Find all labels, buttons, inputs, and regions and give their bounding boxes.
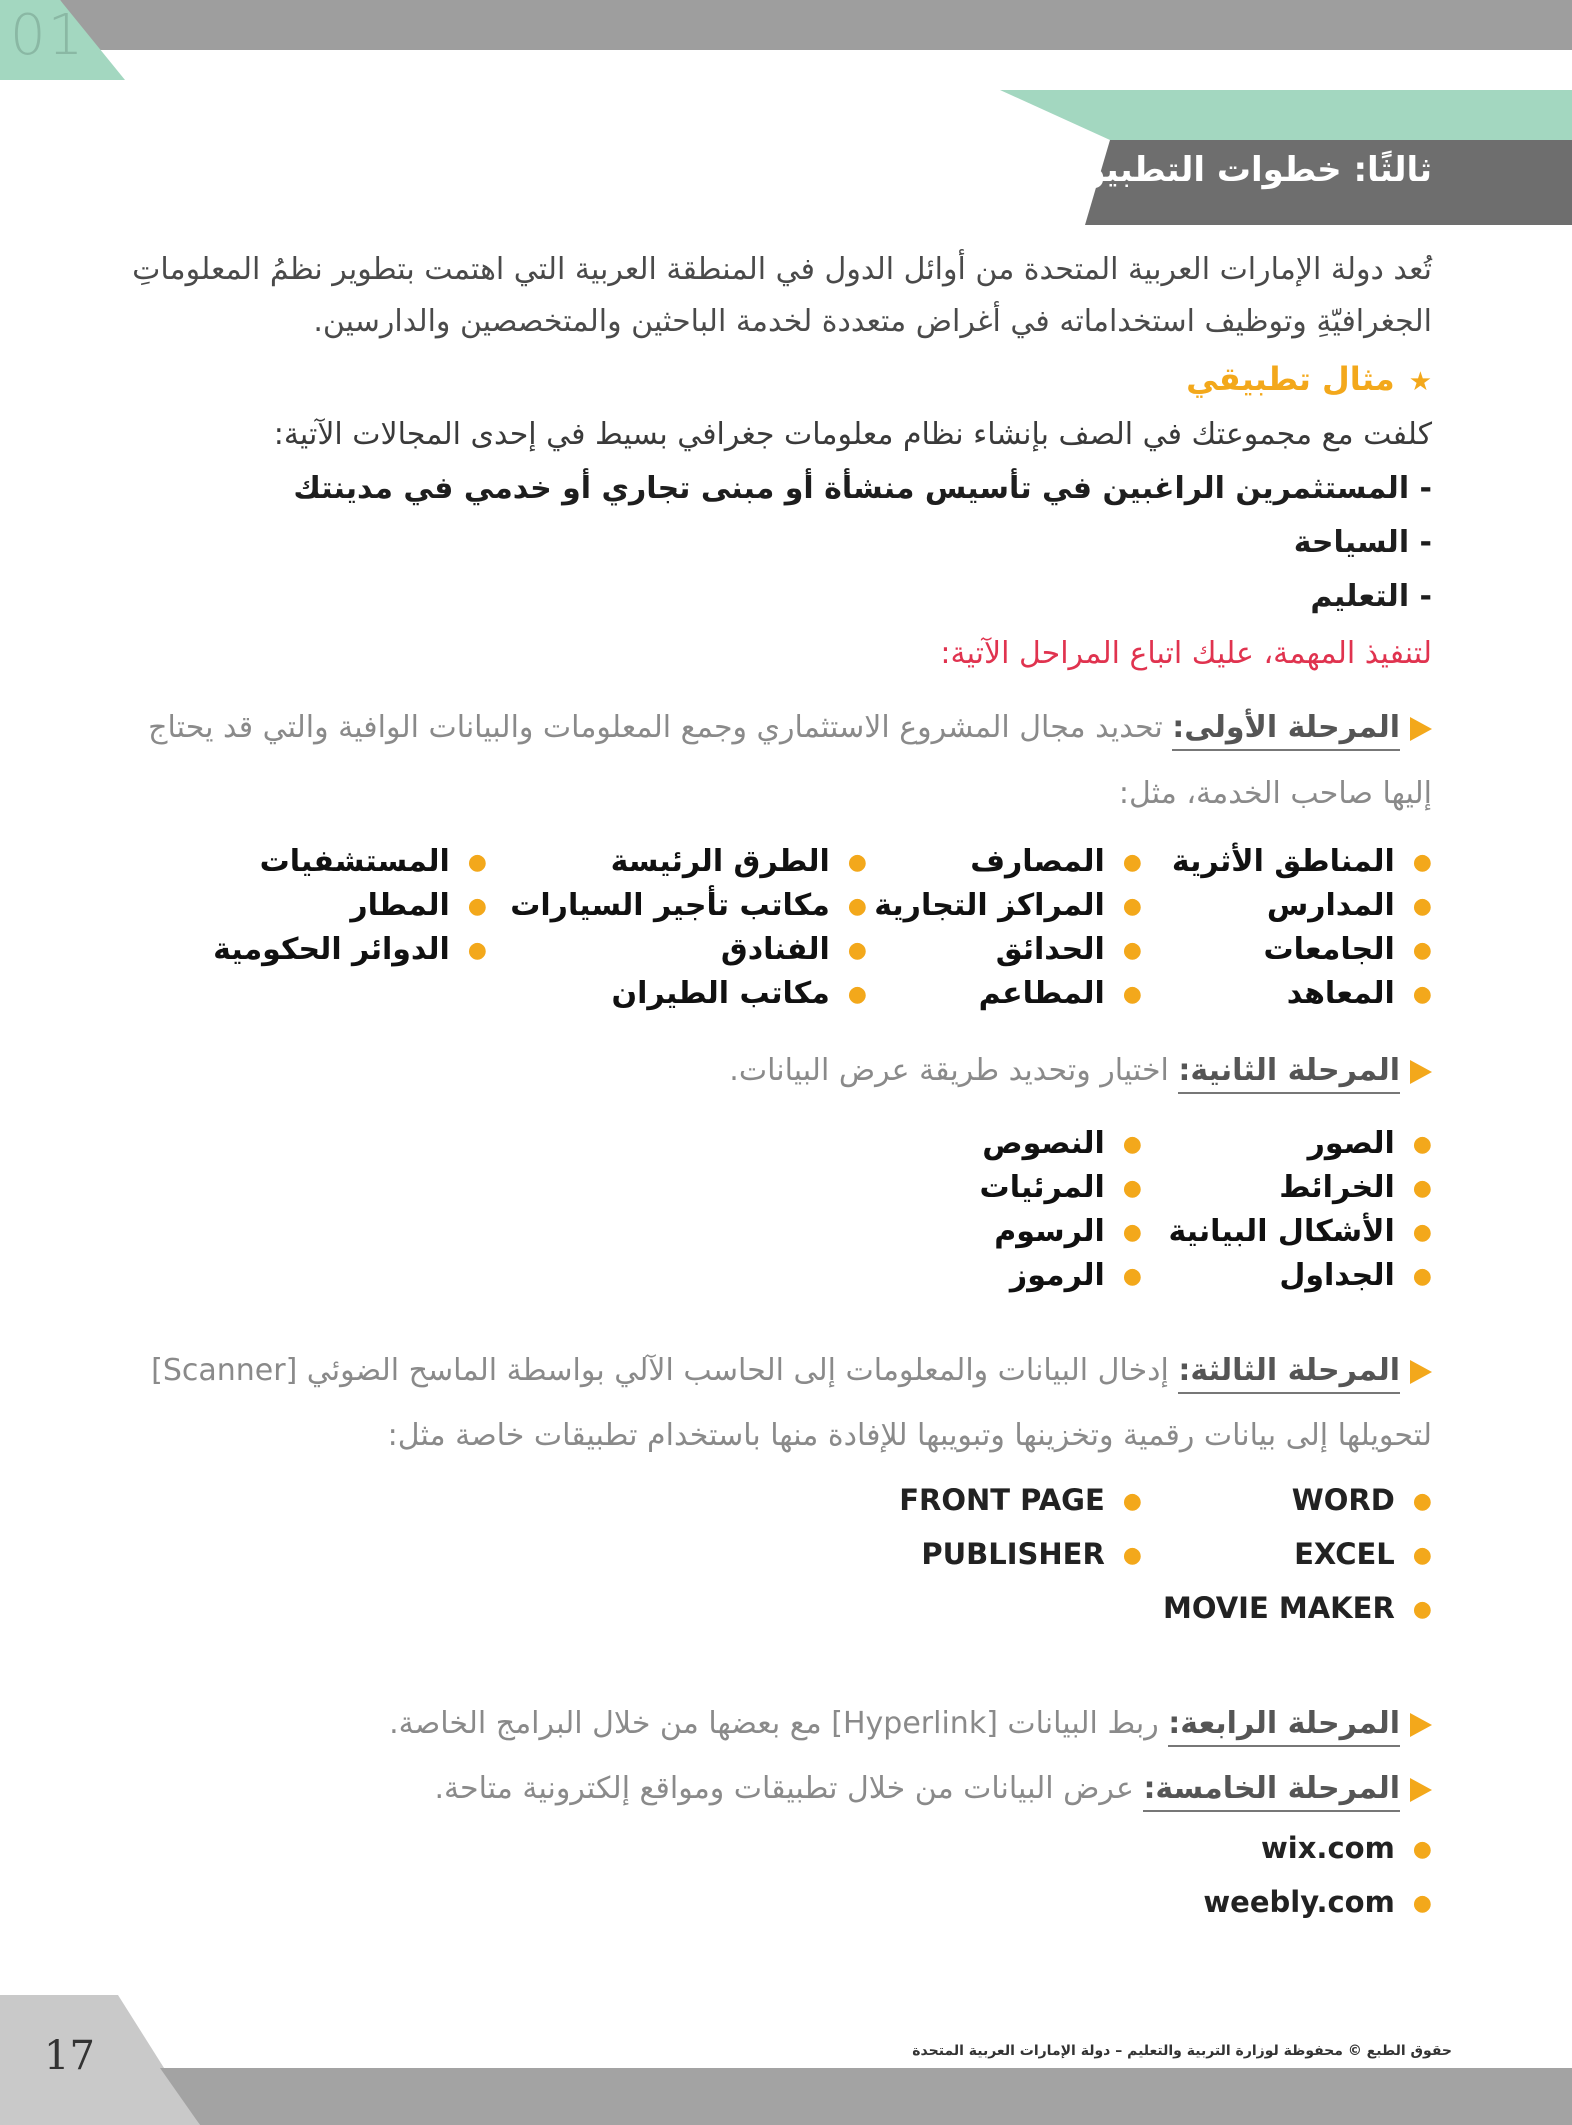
title-mint-shape [1000, 90, 1572, 140]
stage-3-continued: لتحويلها إلى بيانات رقمية وتخزينها وتبويبها للإفادة منها باستخدام تطبيقات خاصة مثل: [387, 1418, 1432, 1453]
app-item: ●PUBLISHER [921, 1537, 1142, 1571]
stage-label: المرحلة الأولى: [1172, 710, 1400, 751]
example-title: مثال تطبيقي [1186, 360, 1395, 398]
field-item: - التعليم [1310, 579, 1432, 614]
stage-label: المرحلة الرابعة: [1168, 1706, 1400, 1747]
arrow-icon [1410, 1713, 1432, 1737]
footer-gray-band [160, 2068, 1572, 2125]
stage-1 [100, 697, 1432, 759]
stage-text: ربط البيانات [Hyperlink] مع بعضها من خلال البرامج الخاصة. [389, 1706, 1159, 1741]
site-item: ●weebly.com [1203, 1885, 1432, 1919]
list-item: ●المدارس [1266, 888, 1432, 923]
stage-text: اختيار وتحديد طريقة عرض البيانات. [729, 1053, 1169, 1088]
app-item: ●FRONT PAGE [899, 1483, 1142, 1517]
footer-left-tab [0, 1995, 200, 2125]
stage-text: تحديد مجال المشروع الاستثماري وجمع المعلومات والبيانات الوافية والتي قد يحتاج [148, 710, 1163, 745]
stage-5 [100, 1758, 1432, 1820]
stage-text: إدخال البيانات والمعلومات إلى الحاسب الآلي بواسطة الماسح الضوئي [Scanner] [151, 1353, 1169, 1388]
arrow-icon [1410, 1060, 1432, 1084]
intro-line-1: تُعد دولة الإمارات العربية المتحدة من أوائل الدول في المنطقة العربية التي اهتمت بتطوير نظمُ المعلوماتِ [132, 252, 1432, 287]
copyright-text: حقوق الطبع © محفوظة لوزارة التربية والتعليم – دولة الإمارات العربية المتحدة [912, 2043, 1452, 2059]
list-item: ●الأشكال البيانية [1168, 1214, 1432, 1249]
list-item: ●المراكز التجارية [874, 888, 1142, 923]
intro-line-2: الجغرافيّةِ وتوظيف استخداماته في أغراض متعددة لخدمة الباحثين والمتخصصين والدارسين. [313, 304, 1432, 339]
list-item: ●الفنادق [720, 932, 867, 967]
stage-label: المرحلة الخامسة: [1143, 1771, 1400, 1812]
list-item: ●الخرائط [1279, 1170, 1432, 1205]
chapter-number: 01 [10, 3, 86, 68]
stage-4 [100, 1693, 1432, 1755]
arrow-icon [1410, 717, 1432, 741]
list-item: ●الرسوم [994, 1214, 1142, 1249]
list-item: ●المصارف [970, 844, 1142, 879]
list-item: ●الصور [1307, 1126, 1432, 1161]
app-item: ●MOVIE MAKER [1163, 1591, 1432, 1625]
section-title: ثالثًا: خطوات التطبيق [1075, 150, 1432, 190]
app-item: ●EXCEL [1294, 1537, 1432, 1571]
stage-1-continued: إليها صاحب الخدمة، مثل: [1118, 776, 1432, 811]
list-item: ●النصوص [982, 1126, 1142, 1161]
list-item: ●الطرق الرئيسة [610, 844, 867, 879]
list-item: ●مكاتب الطيران [611, 976, 867, 1011]
site-item: ●wix.com [1261, 1831, 1432, 1865]
stage-label: المرحلة الثانية: [1178, 1053, 1400, 1094]
list-item: ●الحدائق [995, 932, 1142, 967]
field-item: - السياحة [1293, 525, 1432, 560]
list-item: ●المستشفيات [259, 844, 487, 879]
stage-text: عرض البيانات من خلال تطبيقات ومواقع إلكترونية متاحة. [434, 1771, 1134, 1806]
list-item: ●المرئيات [979, 1170, 1142, 1205]
page-number: 17 [44, 2033, 95, 2079]
app-item: ●WORD [1291, 1483, 1432, 1517]
instruction-text: لتنفيذ المهمة، عليك اتباع المراحل الآتية: [940, 636, 1432, 671]
list-item: ●الجامعات [1263, 932, 1432, 967]
arrow-icon [1410, 1778, 1432, 1802]
arrow-icon [1410, 1360, 1432, 1384]
list-item: ●المعاهد [1286, 976, 1432, 1011]
star-icon: ★ [1408, 367, 1432, 397]
stage-2 [100, 1040, 1432, 1102]
stage-3 [100, 1340, 1432, 1402]
list-item: ●المطاعم [978, 976, 1142, 1011]
example-task: كلفت مع مجموعتك في الصف بإنشاء نظام معلومات جغرافي بسيط في إحدى المجالات الآتية: [273, 417, 1432, 452]
stage-label: المرحلة الثالثة: [1178, 1353, 1400, 1394]
list-item: ●الجداول [1279, 1258, 1432, 1293]
list-item: ●الرموز [1009, 1258, 1142, 1293]
list-item: ●المطار [350, 888, 487, 923]
example-heading [1186, 355, 1432, 406]
top-gray-band [60, 0, 1572, 50]
list-item: ●المناطق الأثرية [1171, 844, 1432, 879]
list-item: ●مكاتب تأجير السيارات [510, 888, 867, 923]
list-item: ●الدوائر الحكومية [213, 932, 487, 967]
field-item: - المستثمرين الراغبين في تأسيس منشأة أو مبنى تجاري أو خدمي في مدينتك [293, 471, 1432, 506]
